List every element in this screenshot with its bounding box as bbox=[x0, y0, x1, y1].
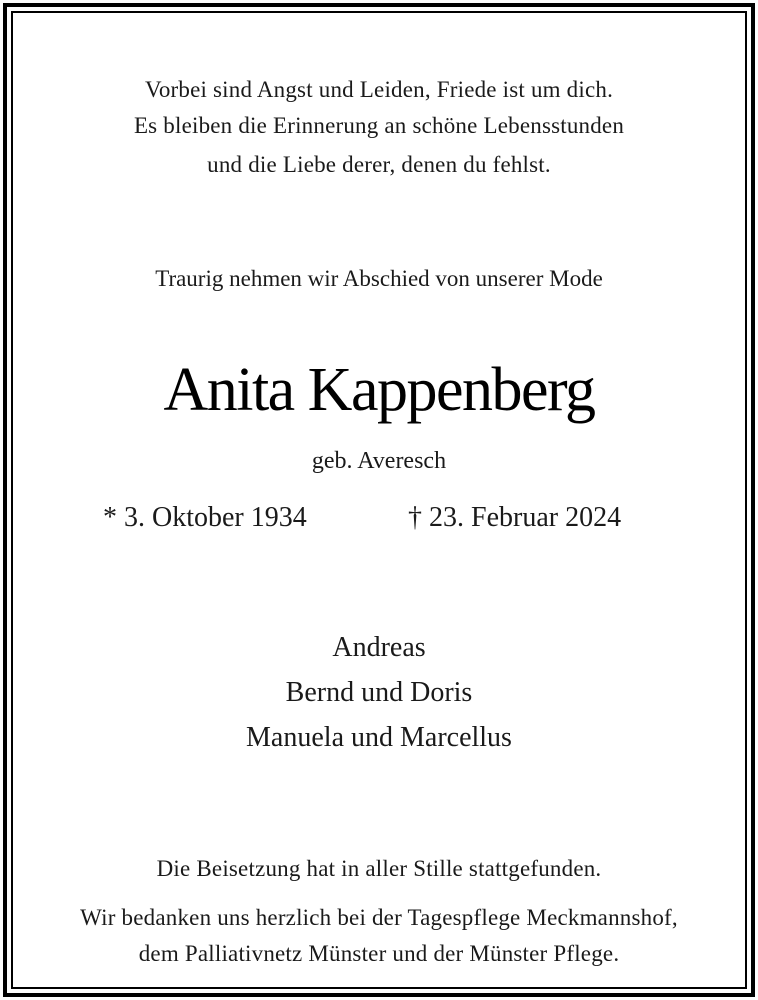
birth-date: * 3. Oktober 1934 bbox=[103, 502, 307, 533]
mourner-3: Manuela und Marcellus bbox=[246, 722, 512, 753]
thanks-line-2: dem Palliativnetz Münster und der Münster Pflege. bbox=[138, 941, 620, 966]
intro-text: Traurig nehmen wir Abschied von unserer Mode bbox=[155, 266, 603, 291]
mourner-2: Bernd und Doris bbox=[285, 677, 473, 708]
poem-line-1: Vorbei sind Angst und Leiden, Friede ist um dich. bbox=[144, 77, 614, 102]
mourner-1: Andreas bbox=[332, 632, 426, 663]
maiden-name: geb. Averesch bbox=[311, 448, 447, 474]
thanks-line-1: Wir bedanken uns herzlich bei der Tagespflege Meckmannshof, bbox=[80, 905, 678, 930]
deceased-name: Anita Kappenberg bbox=[163, 356, 595, 424]
poem-line-2: Es bleiben die Erinnerung an schöne Lebensstunden bbox=[133, 113, 625, 138]
burial-note: Die Beisetzung hat in aller Stille stattgefunden. bbox=[156, 856, 602, 881]
death-date: † 23. Februar 2024 bbox=[408, 502, 622, 533]
poem-line-3: und die Liebe derer, denen du fehlst. bbox=[207, 152, 551, 177]
